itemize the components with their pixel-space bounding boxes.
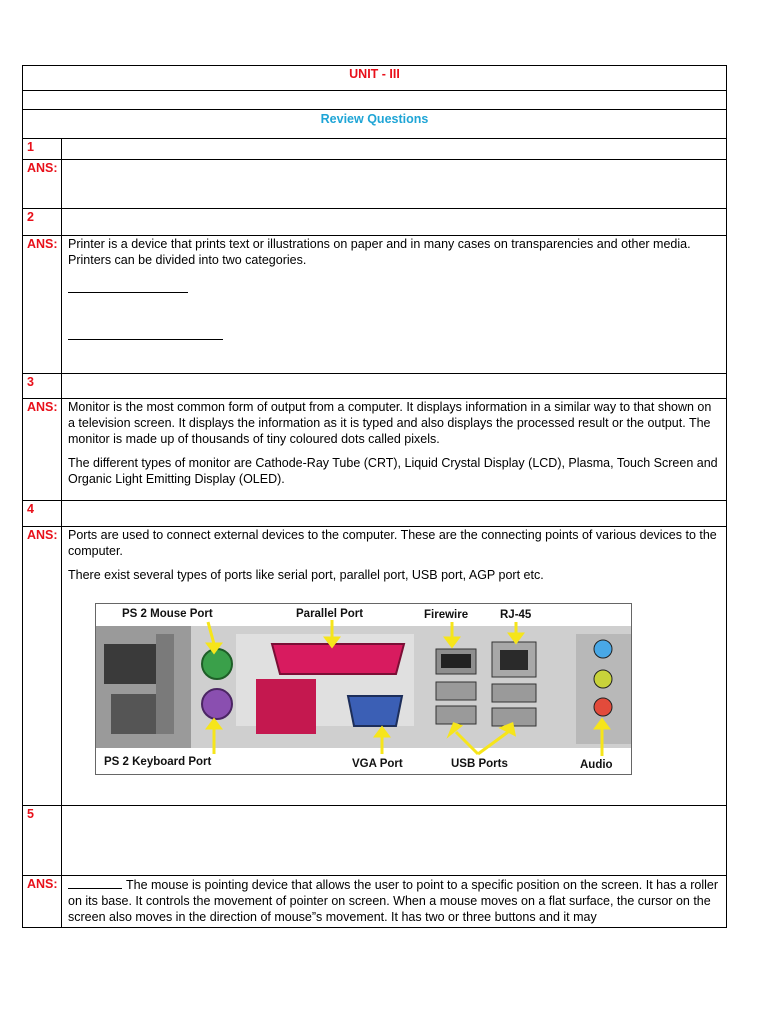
unit-title: UNIT - III xyxy=(23,66,727,91)
question-number: 3 xyxy=(23,374,62,399)
answer-label: ANS: xyxy=(23,876,62,928)
question-text-cell xyxy=(62,139,727,160)
ps2-keyboard-port-label: PS 2 Keyboard Port xyxy=(104,756,212,768)
answer-cell xyxy=(62,527,727,806)
ps2-mouse-port xyxy=(202,649,232,679)
answer-paragraph: There exist several types of ports like serial port, parallel port, USB port, AGP port etc. xyxy=(68,568,544,582)
answer-paragraph: Monitor is the most common form of output from a computer. It displays information in a similar way to that shown on a television screen. It displays the information as it is typed and also displays the processed result or the output. The monitor is made up of thousands of tiny coloured dots called pixels. xyxy=(68,400,712,446)
computer-ports-figure xyxy=(95,603,632,775)
fill-in-blank xyxy=(68,325,223,340)
answer-cell xyxy=(62,399,727,501)
question-number: 4 xyxy=(23,501,62,527)
answer-label: ANS: xyxy=(23,236,62,374)
answer-label: ANS: xyxy=(23,399,62,501)
section-title: Review Questions xyxy=(23,110,727,139)
question-number: 1 xyxy=(23,139,62,160)
question-text-cell xyxy=(62,374,727,399)
parallel-port-label: Parallel Port xyxy=(296,608,364,620)
question-text-cell xyxy=(62,501,727,527)
vga-port-label: VGA Port xyxy=(352,758,403,770)
empty-row xyxy=(23,91,727,110)
answer-paragraph: The different types of monitor are Cathode-Ray Tube (CRT), Liquid Crystal Display (LCD), Plasma, Touch Screen and Organic Light Emitting Display (OLED). xyxy=(68,456,718,486)
ps2-mouse-port-label: PS 2 Mouse Port xyxy=(122,608,213,620)
answer-paragraph: Ports are used to connect external devices to the computer. These are the connecting points of various devices to the computer. xyxy=(68,528,717,558)
ps2-keyboard-port xyxy=(202,689,232,719)
firewire-label: Firewire xyxy=(424,609,469,621)
question-text-cell xyxy=(62,806,727,876)
document-page xyxy=(22,65,726,928)
vga-port xyxy=(348,696,402,726)
answer-label: ANS: xyxy=(23,527,62,806)
question-number: 5 xyxy=(23,806,62,876)
review-table xyxy=(22,65,727,928)
rj45-label: RJ-45 xyxy=(500,609,532,621)
answer-text: Printer is a device that prints text or illustrations on paper and in many cases on transparencies and other media. Printers can be divided into two categories. xyxy=(68,237,691,267)
fill-in-blank xyxy=(68,876,122,889)
answer-label: ANS: xyxy=(23,160,62,209)
ports-illustration xyxy=(96,604,631,774)
fill-in-blank xyxy=(68,278,188,293)
answer-cell xyxy=(62,160,727,209)
question-text-cell xyxy=(62,209,727,236)
question-number: 2 xyxy=(23,209,62,236)
answer-cell xyxy=(62,236,727,374)
answer-cell xyxy=(62,876,727,928)
usb-ports-label: USB Ports xyxy=(451,758,508,770)
parallel-port xyxy=(272,644,404,674)
audio-label: Audio xyxy=(580,759,613,771)
answer-text: The mouse is pointing device that allows the user to point to a specific position on the screen. It has a roller on its base. It controls the movement of pointer on screen. When a mouse moves on a flat surface, the cursor on the screen also moves in the direction of mouse”s movement. It has two or three buttons and it may xyxy=(68,878,718,924)
